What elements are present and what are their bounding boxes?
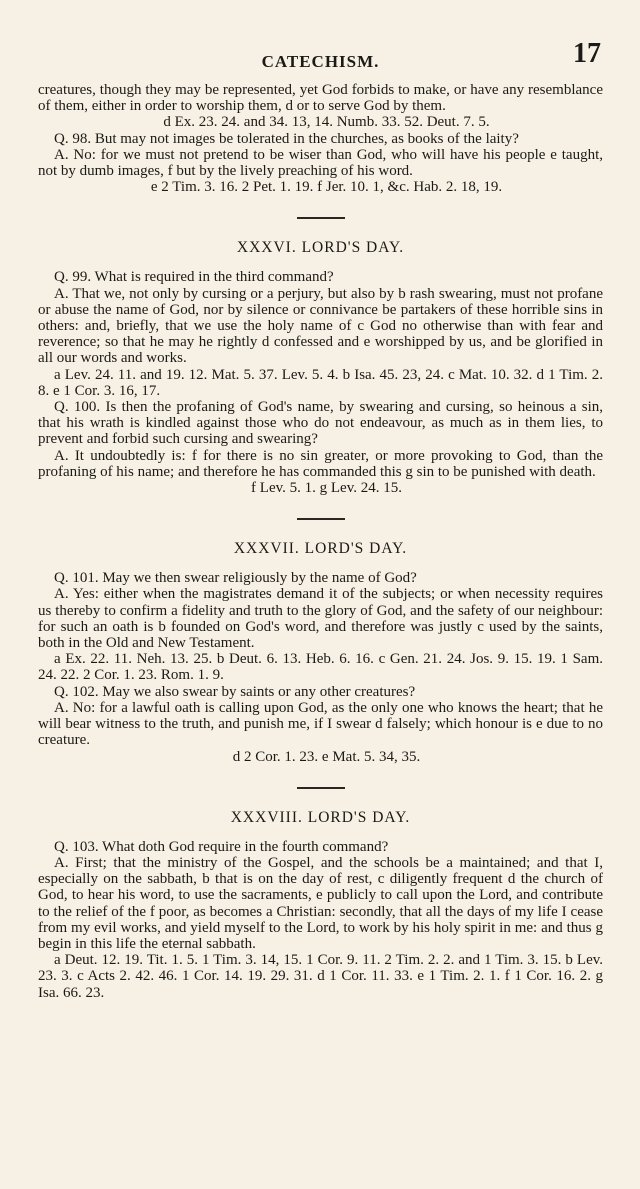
catechism-page	[38, 30, 603, 1001]
scripture-references: a Deut. 12. 19. Tit. 1. 5. 1 Tim. 3. 14, 15. 1 Cor. 9. 11. 2 Tim. 2. 2. and 1 Tim. 3. 15. b Lev. 23. 3. c Acts 2. 42. 46. 1 Cor. 14. 19. 29. 31. d 1 Cor. 11. 33. e 1 Tim. 2. 1. f 1 Cor. 16. 2. g Isa. 66. 23.	[38, 952, 603, 1001]
scripture-references: a Lev. 24. 11. and 19. 12. Mat. 5. 37. Lev. 5. 4. b Isa. 45. 23, 24. c Mat. 10. 32. d 1 Tim. 2. 8. e 1 Cor. 3. 16, 17.	[38, 366, 603, 399]
section-divider	[297, 217, 345, 219]
running-title: CATECHISM.	[261, 52, 380, 71]
section-heading-xxxvi: XXXVI. LORD'S DAY.	[236, 239, 405, 257]
scripture-references: d 2 Cor. 1. 23. e Mat. 5. 34, 35.	[232, 748, 421, 765]
question-99: Q. 99. What is required in the third command?	[54, 269, 334, 286]
section-heading-xxxviii: XXXVIII. LORD'S DAY.	[230, 808, 411, 826]
section-divider	[297, 518, 345, 520]
answer-99: A. That we, not only by cursing or a perjury, but also by b rash swearing, must not profane or abuse the name of God, nor by silence or connivance be partakers of these horrible sins in others: and, briefly, that we use the holy name of c God no otherwise than with fear and reverence; so that he may he rightly d confessed and e worshipped by us, and be glorified in all our words and works.	[38, 285, 603, 367]
section-divider	[297, 787, 345, 789]
answer-103: A. First; that the ministry of the Gospel, and the schools be a maintained; and that I, especially on the sabbath, b that is on the day of rest, c diligently frequent d the church of God, to hear his word, to use the sacraments, e publicly to call upon the Lord, and contribute to the relief of the f poor, as becomes a Christian: secondly, that all the days of my life I cease from my evil works, and yield myself to the Lord, to work by his holy spirit in me: and thus g begin in this life the eternal sabbath.	[38, 854, 603, 952]
answer-101: A. Yes: either when the magistrates demand it of the subjects; or when necessity requires us thereby to confirm a fidelity and truth to the glory of God, and the safety of our neighbour: for such an oath is b founded on God's word, and therefore was justly c used by the saints, both in the Old and New Testament.	[38, 586, 603, 652]
question-102: Q. 102. May we also swear by saints or any other creatures?	[54, 683, 416, 700]
question-100: Q. 100. Is then the profaning of God's name, by swearing and cursing, so heinous a sin, that his wrath is kindled against those who do not endeavour, as much as in them lies, to prevent and forbid such cursing and swearing?	[38, 399, 603, 448]
scripture-references: f Lev. 5. 1. g Lev. 24. 15.	[251, 480, 402, 497]
answer-100: A. It undoubtedly is: f for there is no sin greater, or more provoking to God, than the profaning of his name; and therefore he has commanded this g sin to be punished with death.	[38, 447, 603, 480]
answer-continuation: creatures, though they may be represented, yet God forbids to make, or have any resemblance of them, either in order to worship them, d or to serve God by them.	[38, 82, 603, 115]
question-98: Q. 98. But may not images be tolerated in the churches, as books of the laity?	[54, 130, 519, 147]
page-header	[38, 30, 603, 82]
page-number: 17	[573, 38, 601, 69]
answer-102: A. No: for a lawful oath is calling upon God, as the only one who knows the heart; that he will bear witness to the truth, and punish me, if I swear d falsely; which honour is e due to no creature.	[38, 699, 603, 749]
question-101: Q. 101. May we then swear religiously by the name of God?	[54, 570, 417, 587]
question-103: Q. 103. What doth God require in the fourth command?	[54, 838, 389, 855]
scripture-references: e 2 Tim. 3. 16. 2 Pet. 1. 19. f Jer. 10. 1, &c. Hab. 2. 18, 19.	[150, 179, 503, 196]
answer-98: A. No: for we must not pretend to be wiser than God, who will have his people e taught, not by dumb images, f but by the lively preaching of his word.	[38, 146, 603, 180]
scripture-references: d Ex. 23. 24. and 34. 13, 14. Numb. 33. 52. Deut. 7. 5.	[163, 114, 490, 131]
scripture-references: a Ex. 22. 11. Neh. 13. 25. b Deut. 6. 13. Heb. 6. 16. c Gen. 21. 24. Jos. 9. 15. 19. 1 Sam. 24. 22. 2 Cor. 1. 23. Rom. 1. 9.	[38, 651, 603, 684]
section-heading-xxxvii: XXXVII. LORD'S DAY.	[233, 540, 408, 558]
